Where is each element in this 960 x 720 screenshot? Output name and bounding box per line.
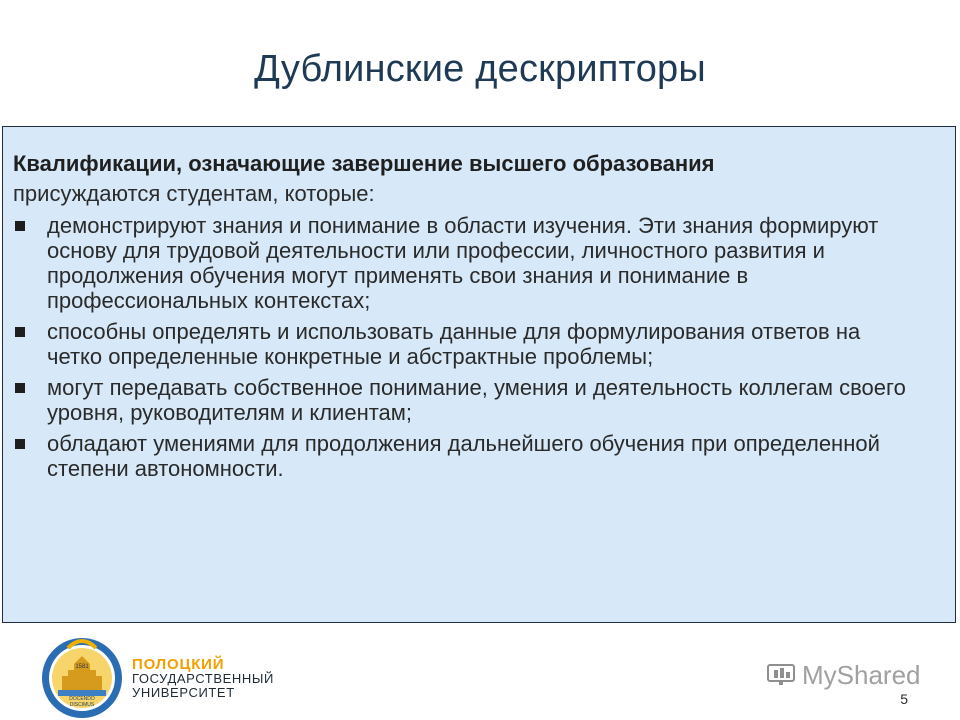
square-bullet-icon [15, 327, 25, 337]
university-name-line2: ГОСУДАРСТВЕННЫЙ [132, 671, 274, 686]
university-logo [40, 630, 280, 720]
presentation-screen-icon [766, 663, 796, 687]
square-bullet-icon [15, 221, 25, 231]
seal-year: 1581 [75, 664, 89, 670]
bullet-list [13, 213, 913, 487]
seal-motto-1: DOCENDO [69, 696, 95, 702]
bullet-text: способны определять и использовать данные для формулирования ответов на четко определенные конкретные и абстрактные проблемы; [47, 319, 861, 369]
university-name-line3: УНИВЕРСИТЕТ [132, 685, 235, 700]
intro-rest: присуждаются студентам, которые: [13, 181, 375, 206]
intro-bold: Квалификации, означающие завершение высшего образования [13, 151, 715, 176]
seal-motto-2: DISCIMUS [69, 702, 95, 708]
footer [0, 623, 960, 720]
list-item [13, 431, 913, 481]
myshared-brand: MyShared [802, 659, 921, 690]
myshared-watermark [766, 659, 921, 691]
page-title: Дублинские дескрипторы [254, 48, 706, 90]
bullet-text: демонстрируют знания и понимание в области изучения. Эти знания формируют основу для трудовой деятельности или профессии, личностного развития и продолжения обучения могут применять свои знания и понимание в профессиональных контекстах; [47, 213, 879, 313]
list-item [13, 213, 913, 313]
university-name-line1: ПОЛОЦКИЙ [132, 656, 225, 673]
square-bullet-icon [15, 383, 25, 393]
list-item [13, 319, 913, 369]
bullet-text: обладают умениями для продолжения дальнейшего обучения при определенной степени автономности. [47, 431, 880, 481]
university-seal-icon [40, 630, 124, 720]
list-item [13, 375, 913, 425]
university-name [132, 658, 274, 700]
intro-text [13, 149, 733, 209]
page-number: 5 [900, 691, 908, 707]
square-bullet-icon [15, 439, 25, 449]
bullet-text: могут передавать собственное понимание, умения и деятельность коллегам своего уровня, руководителям и клиентам; [47, 375, 906, 425]
content-box [2, 126, 956, 623]
